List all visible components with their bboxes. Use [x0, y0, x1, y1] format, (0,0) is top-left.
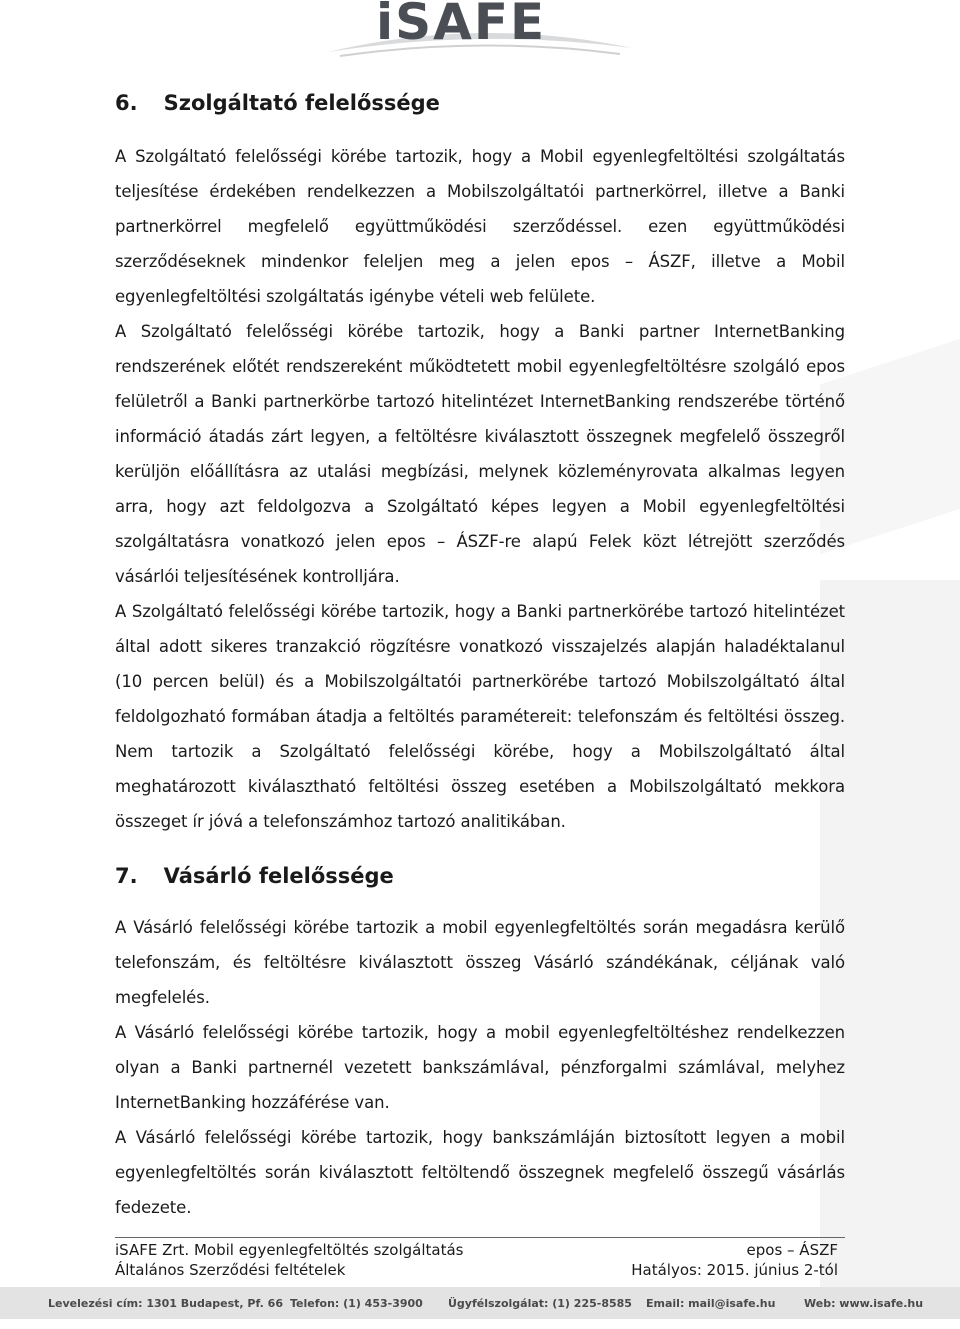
contact-web: Web: www.isafe.hu — [804, 1296, 924, 1310]
section-6-paragraph-3: A Szolgáltató felelősségi körébe tartozik, hogy a Banki partnerkörébe tartozó hitelintézet által adott sikeres tranzakció rögzítésre vonatkozó visszajelzés alapján haladéktalanul (10 percen belül) és a Mobilszolgáltatói partnerkörébe tartozó Mobilszolgáltató által feldolgozható formában átadja a feltöltés paramétereit: telefonszám és feltöltési összeg. Nem tartozik a Szolgáltató felelősségi körébe, hogy a Mobilszolgáltató által meghatározott kiválasztható feltöltési összeg esetében a Mobilszolgáltató mekkora összeget ír jóvá a telefonszámhoz tartozó analitikában. — [115, 602, 845, 831]
contact-bar — [0, 1287, 960, 1319]
logo-text: iSAFE — [376, 0, 547, 51]
section-7-paragraph-2: A Vásárló felelősségi körébe tartozik, hogy a mobil egyenlegfeltöltéshez rendelkezzen olyan a Banki partnernél vezetett bankszámlával, pénzforgalmi számlával, melyhez InternetBanking hozzáférése van. — [115, 1023, 845, 1112]
section-7-paragraph-3: A Vásárló felelősségi körébe tartozik, hogy bankszámláján biztosított legyen a mobil egyenlegfeltöltés során kiválasztott feltöltendő összegnek megfelelő összegű vásárlás fedezete. — [115, 1128, 845, 1217]
contact-address: Levelezési cím: 1301 Budapest, Pf. 66 — [48, 1296, 283, 1310]
section-6-title: Szolgáltató felelőssége — [163, 91, 440, 115]
section-7-heading — [115, 859, 845, 893]
footer-effective-date: Hatályos: 2015. június 2-tól — [631, 1261, 838, 1279]
isafe-logo — [320, 0, 640, 62]
section-7-number: 7. — [115, 864, 138, 888]
contact-support: Ügyfélszolgálat: (1) 225-8585 — [448, 1296, 632, 1310]
section-6-paragraph-2: A Szolgáltató felelősségi körébe tartozik, hogy a Banki partner InternetBanking rendszerének előtét rendszereként működtetett mobil egyenlegfeltöltésre szolgáló epos felületről a Banki partnerkörbe tartozó hitelintézet InternetBanking rendszerébe történő információ átadás zárt legyen, a feltöltésre kiválasztott összegnek megfelelő összegről kerüljön előállításra az utalási megbízási, melynek közleményrovata alkalmas legyen arra, hogy azt feldolgozva a Szolgáltató képes legyen a Mobil egyenlegfeltöltési szolgáltatásra vonatkozó jelen epos – ÁSZF-re alapú Felek közt létrejött szerződés vásárlói teljesítésének kontrolljára. — [115, 322, 845, 586]
contact-phone: Telefon: (1) 453-3900 — [290, 1296, 423, 1310]
footer-doc-code: epos – ÁSZF — [746, 1241, 838, 1259]
page-footer — [115, 1240, 838, 1280]
section-7-paragraph-1: A Vásárló felelősségi körébe tartozik a mobil egyenlegfeltöltés során megadásra kerülő telefonszám, és feltöltésre kiválasztott összeg Vásárló szándékának, céljának való megfelelés. — [115, 918, 845, 1007]
section-6-number: 6. — [115, 91, 138, 115]
document-body — [115, 86, 845, 1225]
footer-doc-title: Általános Szerződési feltételek — [115, 1261, 346, 1279]
footer-divider — [115, 1237, 845, 1238]
footer-company: iSAFE Zrt. Mobil egyenlegfeltöltés szolgáltatás — [115, 1241, 464, 1259]
section-6-heading — [115, 86, 845, 120]
section-6-paragraph-1: A Szolgáltató felelősségi körébe tartozik, hogy a Mobil egyenlegfeltöltési szolgáltatás teljesítése érdekében rendelkezzen a Mobilszolgáltatói partnerkörrel, illetve a Banki partnerkörrel megfelelő együttműködési szerződéssel. ezen együttműködési szerződéseknek mindenkor feleljen meg a jelen epos – ÁSZF, illetve a Mobil egyenlegfeltöltési szolgáltatás igénybe vételi web felülete. — [115, 147, 845, 306]
contact-email: Email: mail@isafe.hu — [646, 1296, 776, 1310]
section-7-title: Vásárló felelőssége — [163, 864, 394, 888]
